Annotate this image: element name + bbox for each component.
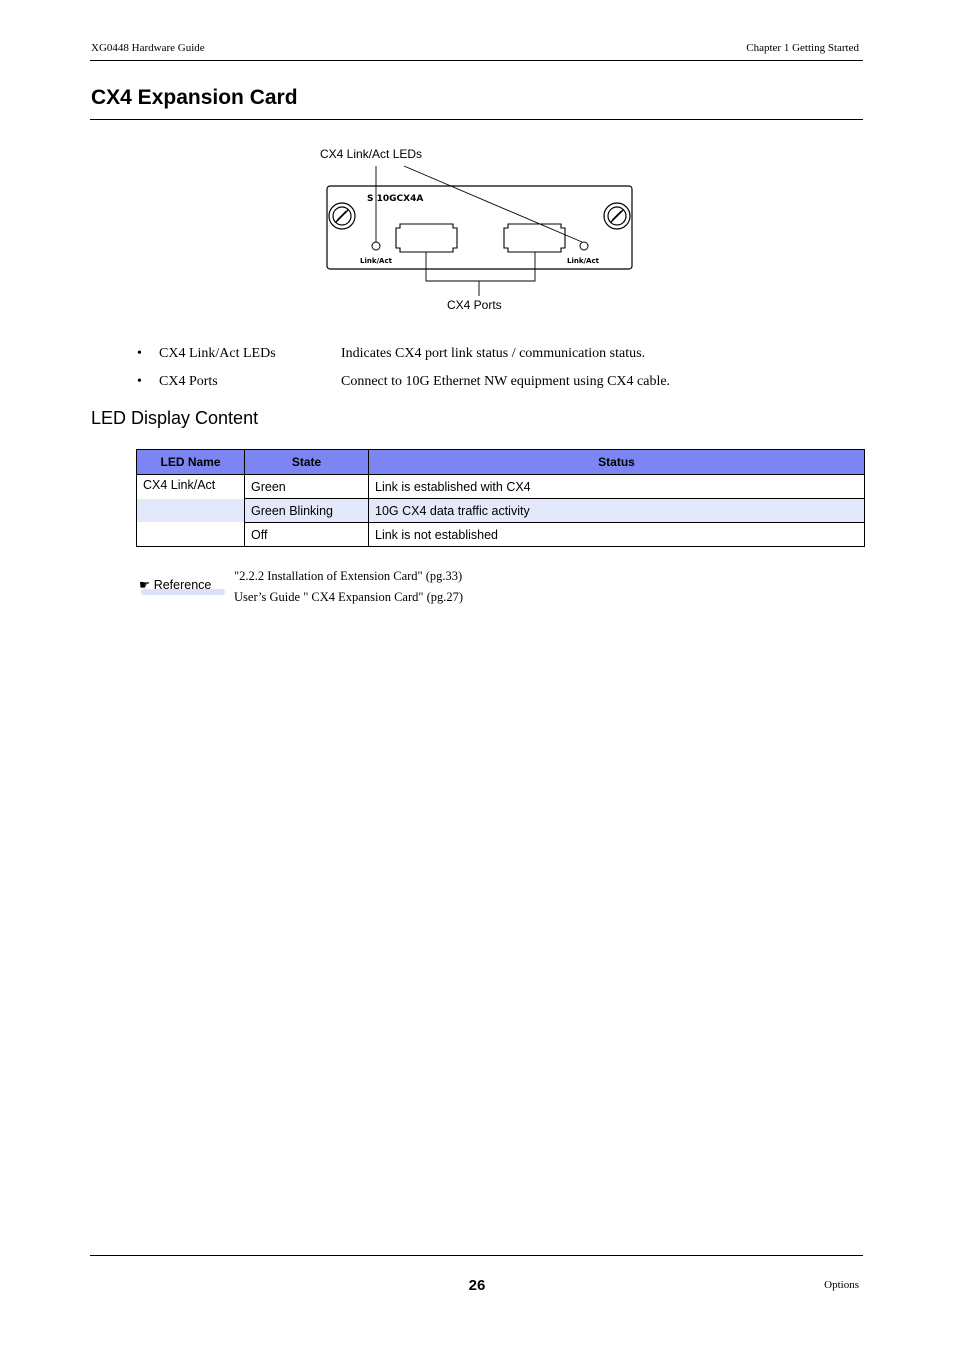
bullet-icon: •: [137, 374, 142, 389]
list-item: [137, 344, 857, 372]
column-header-led-name: LED Name: [137, 450, 245, 475]
link-act-led-left: [372, 242, 380, 250]
table-row: [137, 475, 865, 499]
state-cell: Green Blinking: [245, 499, 369, 523]
page-number: 26: [468, 1277, 486, 1294]
card-model-label: S 10GCX4A: [367, 194, 424, 204]
led-display-table: [136, 449, 865, 547]
label-cx4-ports: CX4 Ports: [447, 298, 502, 312]
label-cx4-link-act-leds: CX4 Link/Act LEDs: [320, 147, 423, 161]
reference-list: [234, 566, 463, 608]
cx4-port-1: [396, 224, 457, 252]
led-name-cell: CX4 Link/Act: [137, 475, 245, 547]
component-list: [137, 344, 857, 400]
table-header-row: [137, 450, 865, 475]
pointing-hand-icon: ☛: [139, 578, 151, 592]
cx4-card-illustration: [310, 140, 650, 320]
table-row: [137, 523, 865, 547]
header-chapter: Chapter 1 Getting Started: [746, 42, 859, 54]
led-label-left: Link/Act: [360, 257, 392, 265]
state-cell: Off: [245, 523, 369, 547]
title-rule: [90, 119, 863, 120]
reference-link[interactable]: User’s Guide " CX4 Expansion Card" (pg.27): [234, 590, 464, 604]
column-header-status: Status: [369, 450, 865, 475]
led-label-right: Link/Act: [567, 257, 599, 265]
table-row: [137, 499, 865, 523]
footer-section: Options: [824, 1279, 859, 1291]
page-title: CX4 Expansion Card: [91, 86, 298, 109]
list-item: [137, 372, 857, 400]
footer-rule: [90, 1255, 863, 1256]
left-screw-icon: [329, 203, 355, 229]
header-guide-title: XG0448 Hardware Guide: [91, 42, 205, 54]
reference-label: Reference: [153, 578, 212, 592]
list-item-term: CX4 Ports: [159, 374, 218, 389]
header-rule: [90, 60, 863, 61]
link-act-led-right: [580, 242, 588, 250]
section-title: LED Display Content: [91, 408, 259, 428]
status-cell: Link is established with CX4: [369, 475, 865, 499]
status-cell: Link is not established: [369, 523, 865, 547]
bullet-icon: •: [137, 346, 142, 361]
cx4-port-2: [504, 224, 565, 252]
column-header-state: State: [245, 450, 369, 475]
list-item-desc: Indicates CX4 port link status / communication status.: [341, 346, 646, 361]
cx4-card-figure: [310, 140, 650, 320]
status-cell: 10G CX4 data traffic activity: [369, 499, 865, 523]
right-screw-icon: [604, 203, 630, 229]
state-cell: Green: [245, 475, 369, 499]
list-item-desc: Connect to 10G Ethernet NW equipment using CX4 cable.: [341, 374, 671, 389]
reference-tag: [139, 577, 211, 592]
reference-link[interactable]: "2.2.2 Installation of Extension Card" (pg.33): [234, 569, 463, 583]
list-item-term: CX4 Link/Act LEDs: [159, 346, 276, 361]
